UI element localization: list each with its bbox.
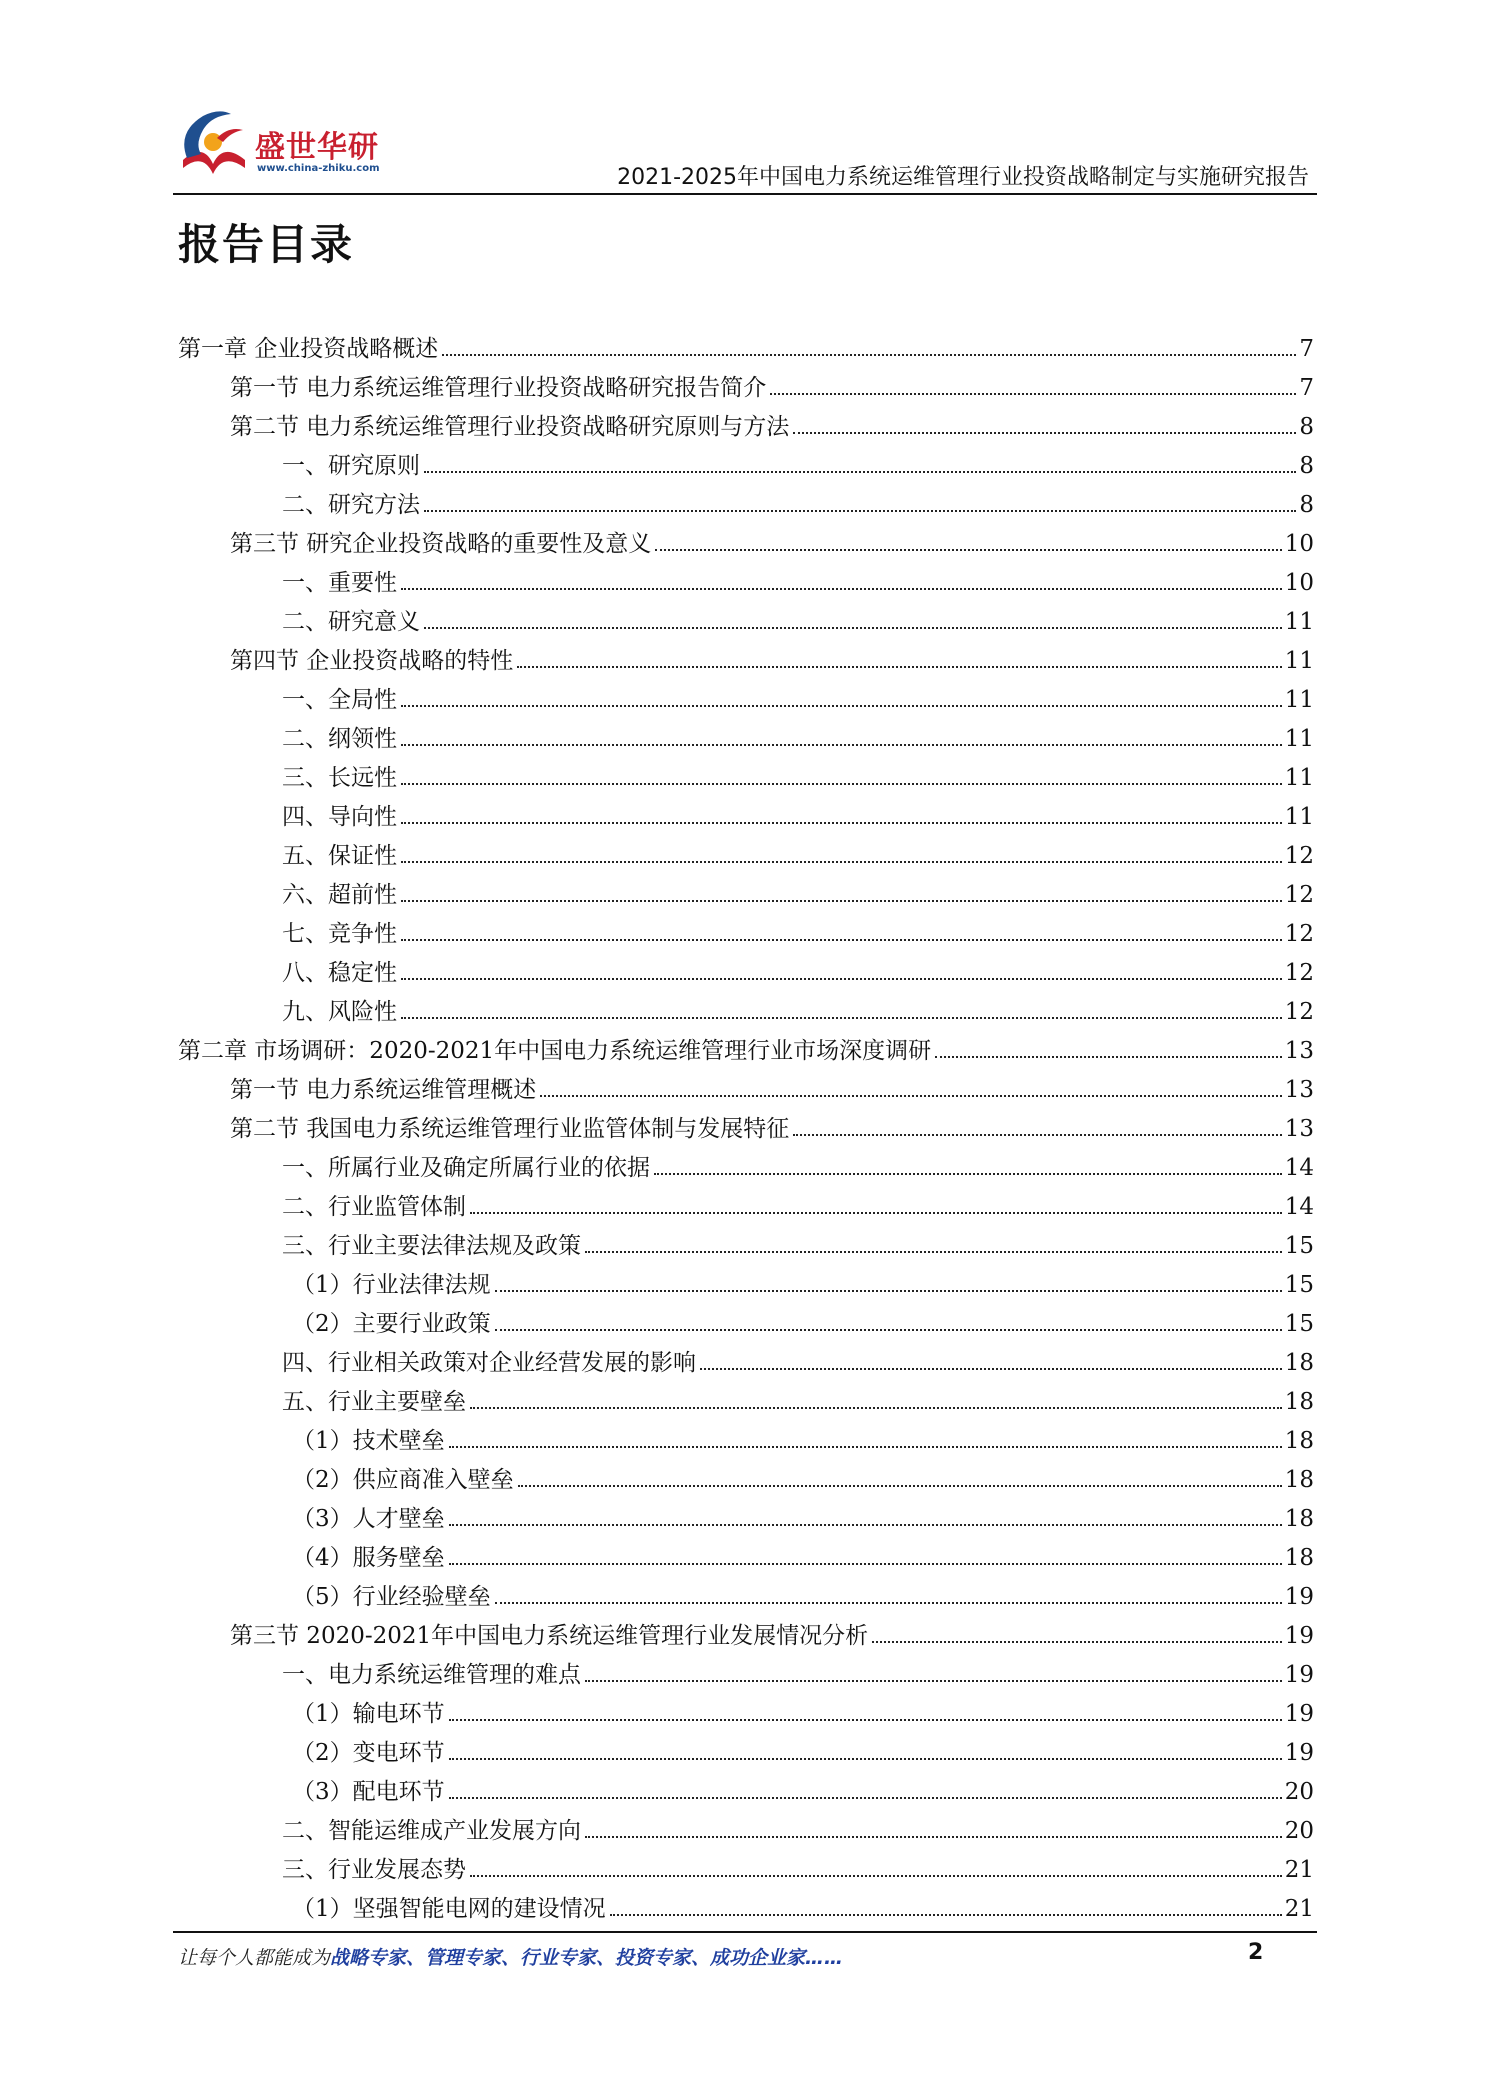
footer-slogan <box>178 1943 843 1970</box>
toc-entry[interactable] <box>178 403 1314 442</box>
toc-entry-label: （1）输电环节 <box>292 1701 445 1727</box>
toc-entry-page: 20 <box>1284 1818 1314 1844</box>
toc-entry-label: 第三节 研究企业投资战略的重要性及意义 <box>230 531 652 557</box>
toc-entry-page: 18 <box>1284 1545 1314 1571</box>
toc-entry[interactable] <box>178 715 1314 754</box>
toc-leader-dots <box>401 861 1282 863</box>
toc-entry-label: 第二节 电力系统运维管理行业投资战略研究原则与方法 <box>230 414 790 440</box>
toc-entry-page: 7 <box>1299 375 1314 401</box>
toc-entry[interactable] <box>178 1456 1314 1495</box>
toc-entry-label: 一、研究原则 <box>282 453 420 479</box>
toc-entry-page: 13 <box>1284 1116 1314 1142</box>
brand-url: www.china-zhiku.com <box>257 163 380 174</box>
toc-entry-label: 二、纲领性 <box>282 726 397 752</box>
toc-leader-dots <box>610 1914 1282 1916</box>
toc-leader-dots <box>401 588 1282 590</box>
toc-leader-dots <box>401 705 1282 707</box>
toc-entry-page: 11 <box>1284 609 1314 635</box>
toc-entry-label: （4）服务壁垒 <box>292 1545 445 1571</box>
toc-entry[interactable] <box>178 754 1314 793</box>
document-title: 2021-2025年中国电力系统运维管理行业投资战略制定与实施研究报告 <box>617 165 1309 190</box>
toc-entry[interactable] <box>178 325 1314 364</box>
toc-entry-label: 三、行业主要法律法规及政策 <box>282 1233 581 1259</box>
toc-entry-label: （2）供应商准入壁垒 <box>292 1467 514 1493</box>
toc-leader-dots <box>449 1758 1282 1760</box>
toc-leader-dots <box>449 1563 1282 1565</box>
toc-leader-dots <box>401 783 1282 785</box>
toc-entry-label: 第三节 2020-2021年中国电力系统运维管理行业发展情况分析 <box>230 1623 869 1649</box>
toc-entry-page: 12 <box>1284 999 1314 1025</box>
toc-leader-dots <box>449 1524 1282 1526</box>
toc-leader-dots <box>793 1134 1281 1136</box>
toc-entry-label: 四、导向性 <box>282 804 397 830</box>
toc-entry-label: （3）配电环节 <box>292 1779 445 1805</box>
toc-entry-label: 一、电力系统运维管理的难点 <box>282 1662 581 1688</box>
toc-entry-page: 18 <box>1284 1506 1314 1532</box>
toc-entry-label: 三、长远性 <box>282 765 397 791</box>
toc-entry-page: 11 <box>1284 804 1314 830</box>
toc-entry-label: 一、所属行业及确定所属行业的依据 <box>282 1155 650 1181</box>
page-number: 2 <box>1248 1940 1264 1965</box>
toc-entry-label: （2）主要行业政策 <box>292 1311 491 1337</box>
slogan-prefix: 让每个人都能成为 <box>178 1947 331 1969</box>
toc-entry-page: 13 <box>1284 1038 1314 1064</box>
toc-leader-dots <box>540 1095 1281 1097</box>
slogan-highlight: 战略专家、管理专家、行业专家、投资专家、成功企业家…… <box>330 1947 844 1969</box>
toc-entry-page: 11 <box>1284 648 1314 674</box>
toc-entry[interactable] <box>178 1885 1314 1924</box>
toc-entry-label: 八、稳定性 <box>282 960 397 986</box>
toc-entry[interactable] <box>178 637 1314 676</box>
toc-entry-page: 19 <box>1284 1662 1314 1688</box>
toc-entry-label: （5）行业经验壁垒 <box>292 1584 491 1610</box>
toc-entry[interactable] <box>178 1222 1314 1261</box>
toc-entry-page: 12 <box>1284 882 1314 908</box>
toc-entry-page: 10 <box>1284 531 1314 557</box>
book-swirl-logo-icon <box>173 102 253 178</box>
toc-entry[interactable] <box>178 1261 1314 1300</box>
toc-entry-label: （3）人才壁垒 <box>292 1506 445 1532</box>
toc-entry-page: 19 <box>1284 1584 1314 1610</box>
toc-leader-dots <box>449 1446 1282 1448</box>
toc-entry[interactable] <box>178 1768 1314 1807</box>
toc-entry[interactable] <box>178 1573 1314 1612</box>
toc-leader-dots <box>449 1797 1282 1799</box>
toc-entry[interactable] <box>178 1066 1314 1105</box>
toc-entry-label: 六、超前性 <box>282 882 397 908</box>
toc-leader-dots <box>654 1173 1282 1175</box>
toc-leader-dots <box>700 1368 1282 1370</box>
toc-leader-dots <box>517 666 1281 668</box>
toc-entry[interactable] <box>178 1378 1314 1417</box>
toc-entry[interactable] <box>178 1534 1314 1573</box>
toc-leader-dots <box>655 549 1281 551</box>
toc-entry-label: 二、研究方法 <box>282 492 420 518</box>
toc-entry[interactable] <box>178 1807 1314 1846</box>
toc-entry-page: 12 <box>1284 921 1314 947</box>
toc-entry[interactable] <box>178 1612 1314 1651</box>
toc-entry[interactable] <box>178 442 1314 481</box>
toc-entry[interactable] <box>178 793 1314 832</box>
toc-entry-label: 二、智能运维成产业发展方向 <box>282 1818 581 1844</box>
toc-entry-page: 21 <box>1284 1857 1314 1883</box>
toc-leader-dots <box>495 1602 1282 1604</box>
toc-entry-page: 11 <box>1284 765 1314 791</box>
toc-entry-label: （1）坚强智能电网的建设情况 <box>292 1896 606 1922</box>
toc-leader-dots <box>401 1017 1282 1019</box>
toc-entry[interactable] <box>178 481 1314 520</box>
toc-entry[interactable] <box>178 988 1314 1027</box>
toc-entry[interactable] <box>178 1339 1314 1378</box>
toc-leader-dots <box>793 432 1296 434</box>
toc-entry[interactable] <box>178 598 1314 637</box>
toc-leader-dots <box>518 1485 1282 1487</box>
toc-entry-label: 第一章 企业投资战略概述 <box>178 336 439 362</box>
toc-entry-label: 第一节 电力系统运维管理概述 <box>230 1077 537 1103</box>
toc-entry-page: 11 <box>1284 687 1314 713</box>
toc-leader-dots <box>470 1212 1282 1214</box>
toc-entry[interactable] <box>178 1651 1314 1690</box>
header-divider <box>173 193 1317 195</box>
toc-entry[interactable] <box>178 676 1314 715</box>
toc-leader-dots <box>449 1719 1282 1721</box>
toc-entry[interactable] <box>178 910 1314 949</box>
toc-leader-dots <box>770 393 1296 395</box>
brand-name: 盛世华研 <box>255 130 379 165</box>
toc-entry-page: 12 <box>1284 960 1314 986</box>
toc-entry-page: 14 <box>1284 1194 1314 1220</box>
toc-entry-page: 10 <box>1284 570 1314 596</box>
toc-entry-label: （1）行业法律法规 <box>292 1272 491 1298</box>
toc-leader-dots <box>401 900 1282 902</box>
toc-leader-dots <box>470 1875 1282 1877</box>
toc-entry-label: 第二章 市场调研：2020-2021年中国电力系统运维管理行业市场深度调研 <box>178 1038 932 1064</box>
toc-entry[interactable] <box>178 1417 1314 1456</box>
toc-entry[interactable] <box>178 1690 1314 1729</box>
toc-entry-label: 四、行业相关政策对企业经营发展的影响 <box>282 1350 696 1376</box>
toc-entry[interactable] <box>178 520 1314 559</box>
toc-entry-page: 14 <box>1284 1155 1314 1181</box>
toc-entry[interactable] <box>178 1183 1314 1222</box>
toc-entry[interactable] <box>178 1846 1314 1885</box>
toc-entry-page: 12 <box>1284 843 1314 869</box>
toc-entry-label: （1）技术壁垒 <box>292 1428 445 1454</box>
toc-entry-page: 19 <box>1284 1701 1314 1727</box>
toc-entry[interactable] <box>178 1144 1314 1183</box>
toc-leader-dots <box>935 1056 1282 1058</box>
toc-entry-page: 15 <box>1284 1233 1314 1259</box>
toc-entry-label: 九、风险性 <box>282 999 397 1025</box>
toc-entry[interactable] <box>178 364 1314 403</box>
toc-entry[interactable] <box>178 1105 1314 1144</box>
toc-entry-label: 五、保证性 <box>282 843 397 869</box>
toc-entry-label: 第一节 电力系统运维管理行业投资战略研究报告简介 <box>230 375 767 401</box>
toc-leader-dots <box>424 627 1282 629</box>
toc-entry[interactable] <box>178 1729 1314 1768</box>
toc-entry-page: 18 <box>1284 1389 1314 1415</box>
toc-leader-dots <box>424 510 1296 512</box>
toc-leader-dots <box>585 1836 1282 1838</box>
toc-entry-label: 三、行业发展态势 <box>282 1857 466 1883</box>
toc-entry-page: 8 <box>1299 492 1314 518</box>
toc-entry[interactable] <box>178 1027 1314 1066</box>
toc-entry-page: 19 <box>1284 1623 1314 1649</box>
toc-leader-dots <box>401 939 1282 941</box>
toc-leader-dots <box>401 978 1282 980</box>
toc-entry-page: 13 <box>1284 1077 1314 1103</box>
toc-leader-dots <box>470 1407 1282 1409</box>
toc-leader-dots <box>442 354 1296 356</box>
toc-entry-label: （2）变电环节 <box>292 1740 445 1766</box>
toc-entry-page: 20 <box>1284 1779 1314 1805</box>
footer-divider <box>173 1931 1317 1933</box>
toc-entry-page: 21 <box>1284 1896 1314 1922</box>
toc-entry-label: 第四节 企业投资战略的特性 <box>230 648 514 674</box>
toc-leader-dots <box>495 1290 1282 1292</box>
toc-entry[interactable] <box>178 832 1314 871</box>
toc-entry[interactable] <box>178 559 1314 598</box>
toc-entry-page: 11 <box>1284 726 1314 752</box>
toc-leader-dots <box>401 822 1282 824</box>
toc-entry-page: 15 <box>1284 1311 1314 1337</box>
toc-heading: 报告目录 <box>178 220 355 269</box>
toc-entry-label: 一、全局性 <box>282 687 397 713</box>
toc-entry-page: 8 <box>1299 414 1314 440</box>
toc-leader-dots <box>401 744 1282 746</box>
toc-entry-label: 二、研究意义 <box>282 609 420 635</box>
toc-entry-page: 18 <box>1284 1428 1314 1454</box>
toc-entry-page: 8 <box>1299 453 1314 479</box>
toc-entry-label: 七、竞争性 <box>282 921 397 947</box>
toc-entry-page: 7 <box>1299 336 1314 362</box>
toc-entry-label: 二、行业监管体制 <box>282 1194 466 1220</box>
toc-entry[interactable] <box>178 1300 1314 1339</box>
brand-logo <box>173 96 403 186</box>
toc-leader-dots <box>424 471 1296 473</box>
toc-entry-label: 一、重要性 <box>282 570 397 596</box>
toc-leader-dots <box>585 1251 1282 1253</box>
toc-entry-page: 19 <box>1284 1740 1314 1766</box>
toc-entry[interactable] <box>178 871 1314 910</box>
toc-entry-page: 15 <box>1284 1272 1314 1298</box>
toc-entry[interactable] <box>178 949 1314 988</box>
page-header <box>173 96 1317 196</box>
toc-entry-label: 五、行业主要壁垒 <box>282 1389 466 1415</box>
toc-entry-label: 第二节 我国电力系统运维管理行业监管体制与发展特征 <box>230 1116 790 1142</box>
toc-entry[interactable] <box>178 1495 1314 1534</box>
toc-entry-page: 18 <box>1284 1350 1314 1376</box>
toc-leader-dots <box>495 1329 1282 1331</box>
toc-entry-page: 18 <box>1284 1467 1314 1493</box>
toc-leader-dots <box>585 1680 1282 1682</box>
toc-leader-dots <box>872 1641 1282 1643</box>
table-of-contents <box>178 325 1314 1924</box>
